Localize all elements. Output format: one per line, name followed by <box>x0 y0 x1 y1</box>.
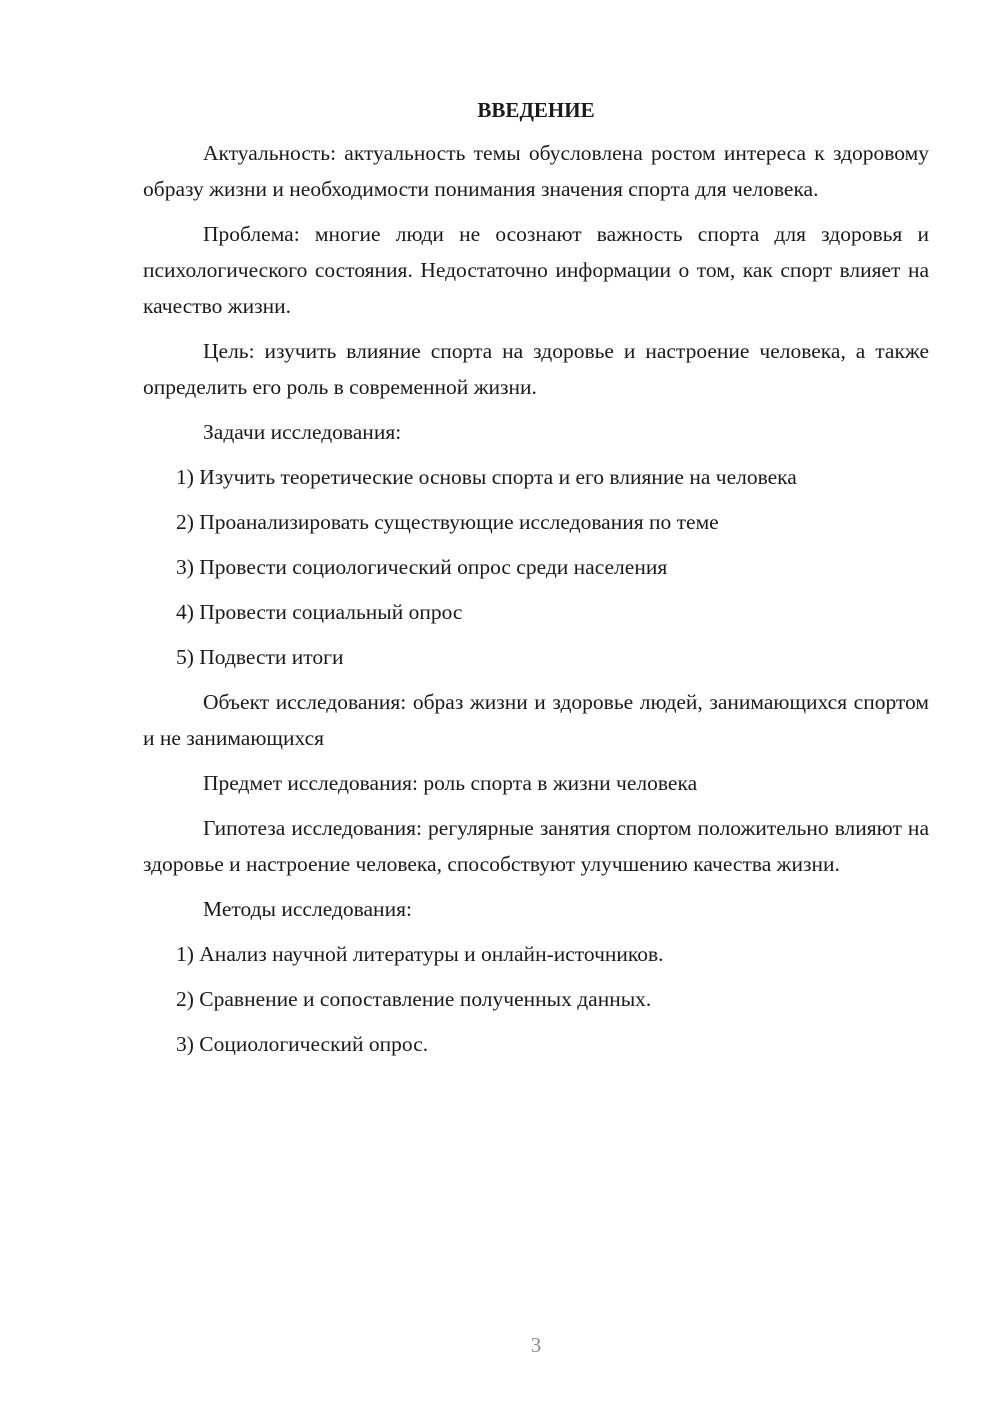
document-page <box>143 95 929 1071</box>
hypothesis-paragraph: Гипотеза исследования: регулярные занятия спортом положительно влияют на здоровье и настроение человека, способствуют улучшению качества жизни. <box>143 816 929 876</box>
subject-paragraph: Предмет исследования: роль спорта в жизни человека <box>203 771 698 795</box>
object-paragraph: Объект исследования: образ жизни и здоровье людей, занимающихся спортом и не занимающихся <box>143 690 929 750</box>
list-item: 4) Провести социальный опрос <box>176 600 463 624</box>
relevance-paragraph: Актуальность: актуальность темы обусловлена ростом интереса к здоровому образу жизни и необходимости понимания значения спорта для человека. <box>143 141 929 201</box>
tasks-list <box>143 459 929 675</box>
list-item: 3) Провести социологический опрос среди населения <box>176 555 668 579</box>
problem-paragraph: Проблема: многие люди не осознают важность спорта для здоровья и психологического состояния. Недостаточно информации о том, как спорт влияет на качество жизни. <box>143 222 929 318</box>
list-item: 5) Подвести итоги <box>176 645 344 669</box>
methods-list <box>143 936 929 1062</box>
list-item: 1) Анализ научной литературы и онлайн-источников. <box>176 942 664 966</box>
list-item: 2) Сравнение и сопоставление полученных данных. <box>176 987 652 1011</box>
page-number: 3 <box>530 1333 542 1357</box>
list-item: 2) Проанализировать существующие исследования по теме <box>176 510 719 534</box>
tasks-heading: Задачи исследования: <box>203 420 402 444</box>
list-item: 3) Социологический опрос. <box>176 1032 429 1056</box>
page-title: ВВЕДЕНИЕ <box>477 98 595 122</box>
list-item: 1) Изучить теоретические основы спорта и его влияние на человека <box>176 465 797 489</box>
methods-heading: Методы исследования: <box>203 897 412 921</box>
goal-paragraph: Цель: изучить влияние спорта на здоровье и настроение человека, а также определить его роль в современной жизни. <box>143 339 929 399</box>
